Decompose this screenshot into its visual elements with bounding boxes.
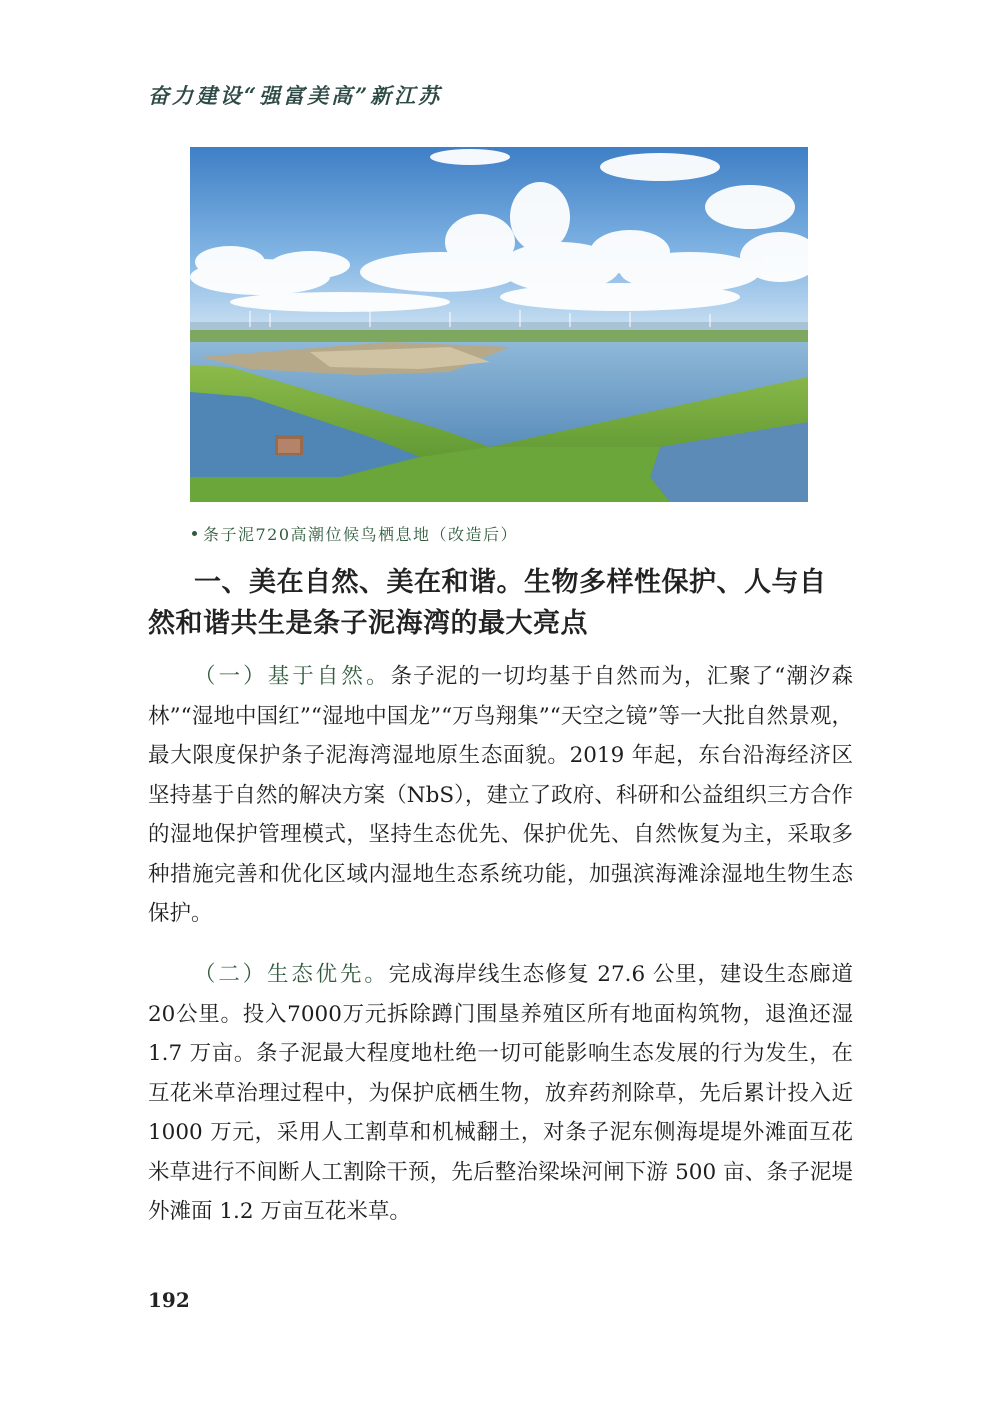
figure-caption-text: 条子泥720高潮位候鸟栖息地（改造后）	[203, 525, 519, 544]
paragraph-2	[148, 955, 853, 1232]
paragraph-2-lead: （二）生态优先。	[194, 962, 389, 987]
page-number: 192	[148, 1288, 190, 1312]
paragraph-1-text: 条子泥的一切均基于自然而为，汇聚了“潮汐森林”“湿地中国红”“湿地中国龙”“万鸟翔集”“天空之镜”等一大批自然景观，最大限度保护条子泥海湾湿地原生态面貌。2019 年起，东台沿海经济区坚持基于自然的解决方案（NbS），建立了政府、科研和公益组织三方合作的湿地保护管理模式，坚持生态优先、保护优先、自然恢复为主，采取多种措施完善和优化区域内湿地生态系统功能，加强滨海滩涂湿地生物生态保护。	[148, 664, 853, 926]
paragraph-1	[148, 657, 853, 934]
figure-caption	[192, 522, 518, 545]
paragraph-2-text: 完成海岸线生态修复 27.6 公里，建设生态廊道20公里。投入7000万元拆除蹲门围垦养殖区所有地面构筑物，退渔还湿 1.7 万亩。条子泥最大程度地杜绝一切可能影响生态发展的行为发生，在互花米草治理过程中，为保护底栖生物，放弃药剂除草，先后累计投入近 1000 万元，采用人工割草和机械翻土，对条子泥东侧海堤堤外滩面互花米草进行不间断人工割除干预，先后整治梁垛河闸下游 500 亩、条子泥堤外滩面 1.2 万亩互花米草。	[148, 962, 853, 1224]
section-heading: 一、美在自然、美在和谐。生物多样性保护、人与自然和谐共生是条子泥海湾的最大亮点	[148, 567, 827, 639]
bullet-icon	[192, 531, 197, 536]
paragraph-1-lead: （一）基于自然。	[194, 664, 391, 689]
wetland-photo	[190, 147, 808, 502]
running-header: 奋力建设“强富美高”新江苏	[148, 83, 443, 108]
